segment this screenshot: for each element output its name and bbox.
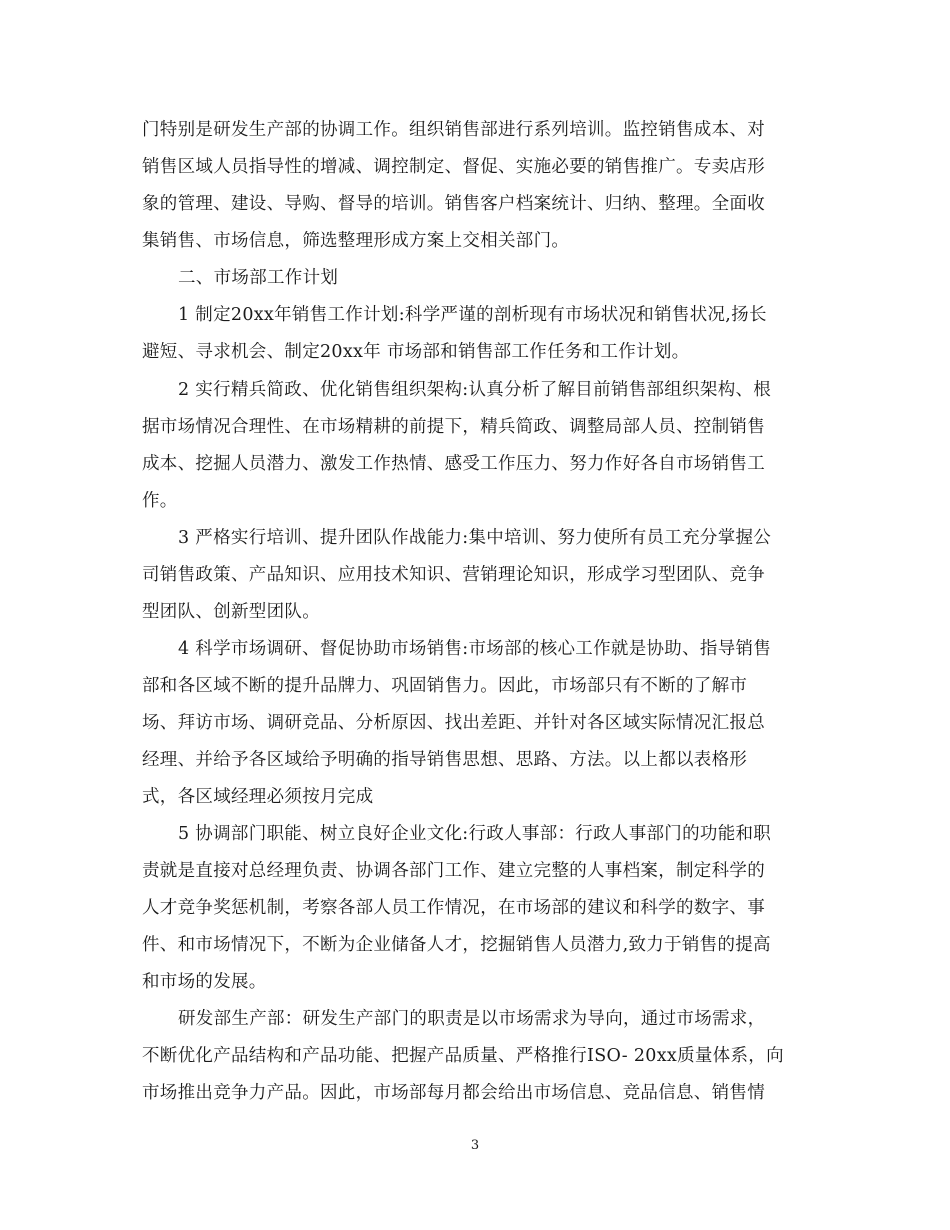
text-line: 象的管理、建设、导购、督导的培训。销售客户档案统计、归纳、整理。全面收: [142, 194, 765, 214]
text-line: 2 实行精兵简政、优化销售组织架构:认真分析了解目前销售部组织架构、根: [178, 380, 772, 400]
text-line: 不断优化产品结构和产品功能、把握产品质量、严格推行ISO- 20xx质量体系，向: [142, 1046, 784, 1066]
text-line: 型团队、创新型团队。: [142, 602, 320, 622]
text-line: 成本、挖掘人员潜力、激发工作热情、感受工作压力、努力作好各自市场销售工: [142, 454, 765, 474]
text-line: 部和各区域不断的提升品牌力、巩固销售力。因此，市场部只有不断的了解市: [142, 676, 748, 696]
text-line: 集销售、市场信息，筛选整理形成方案上交相关部门。: [142, 231, 570, 251]
text-line: 1 制定20xx年销售工作计划:科学严谨的剖析现有市场状况和销售状况,扬长: [178, 305, 767, 325]
text-line: 研发部生产部：研发生产部门的职责是以市场需求为导向，通过市场需求，: [178, 1009, 766, 1029]
text-line: 式，各区域经理必须按月完成: [142, 787, 374, 807]
section-heading: 二、市场部工作计划: [178, 268, 339, 288]
text-line: 据市场情况合理性、在市场精耕的前提下，精兵简政、调整局部人员、控制销售: [142, 417, 765, 437]
text-line: 避短、寻求机会、制定20xx年 市场部和销售部工作任务和工作计划。: [142, 342, 690, 362]
text-line: 销售区域人员指导性的增减、调控制定、督促、实施必要的销售推广。专卖店形: [142, 157, 765, 177]
text-line: 市场推出竞争力产品。因此，市场部每月都会给出市场信息、竞品信息、销售情: [142, 1083, 765, 1103]
text-line: 人才竞争奖惩机制，考察各部人员工作情况，在市场部的建议和科学的数字、事: [142, 898, 765, 918]
text-line: 作。: [142, 491, 178, 511]
page-number: 3: [470, 1138, 480, 1153]
text-line: 5 协调部门职能、树立良好企业文化:行政人事部：行政人事部门的功能和职: [178, 824, 772, 844]
text-line: 和市场的发展。: [142, 972, 267, 992]
text-line: 门特别是研发生产部的协调工作。组织销售部进行系列培训。监控销售成本、对: [142, 120, 765, 140]
text-line: 3 严格实行培训、提升团队作战能力:集中培训、努力使所有员工充分掌握公: [178, 528, 772, 548]
text-line: 件、和市场情况下，不断为企业储备人才，挖掘销售人员潜力,致力于销售的提高: [142, 935, 771, 955]
text-line: 4 科学市场调研、督促协助市场销售:市场部的核心工作就是协助、指导销售: [178, 639, 772, 659]
text-line: 责就是直接对总经理负责、协调各部门工作、建立完整的人事档案，制定科学的: [142, 861, 765, 881]
text-line: 司销售政策、产品知识、应用技术知识、营销理论知识，形成学习型团队、竞争: [142, 565, 765, 585]
text-line: 场、拜访市场、调研竞品、分析原因、找出差距、并针对各区域实际情况汇报总: [142, 713, 765, 733]
text-line: 经理、并给予各区域给予明确的指导销售思想、思路、方法。以上都以表格形: [142, 750, 748, 770]
